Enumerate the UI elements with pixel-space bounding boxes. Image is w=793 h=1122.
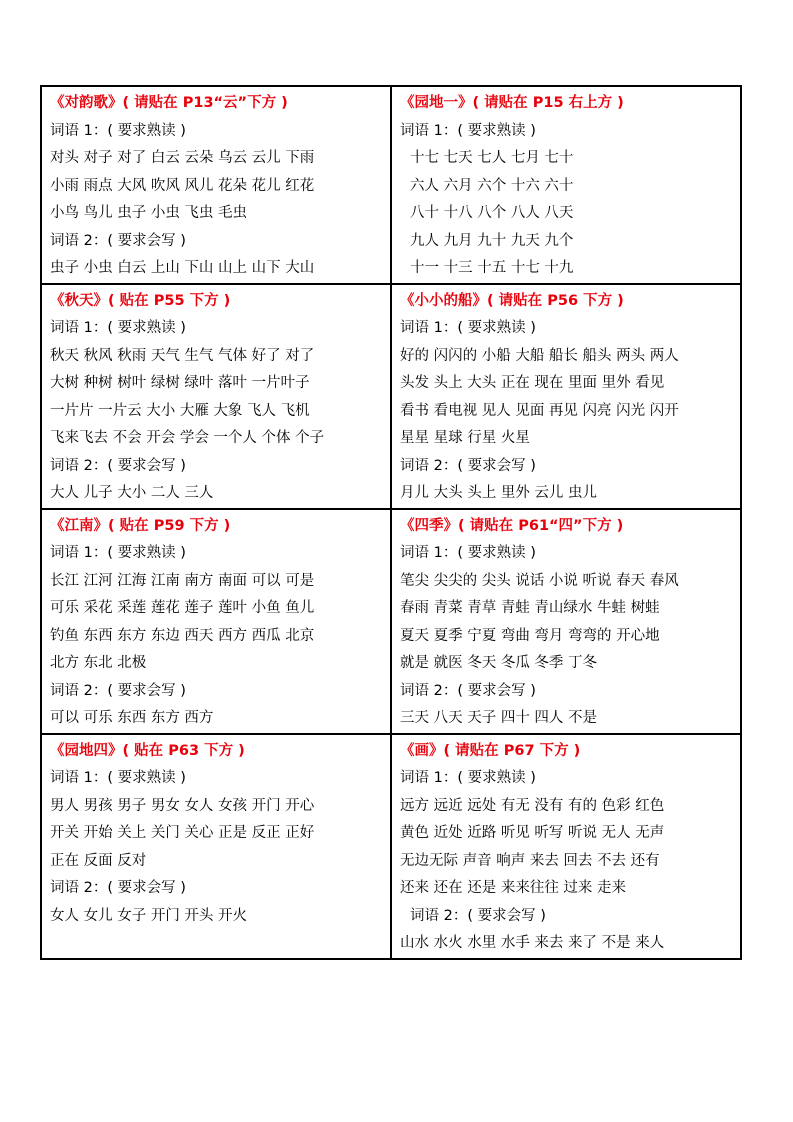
lesson-title: 《小小的船》( 请贴在 P56 下方 ) xyxy=(400,292,624,309)
write-label: 词语 2：( 要求会写 ) xyxy=(50,682,186,699)
word-line: 大树 种树 树叶 绿树 绿叶 落叶 一片叶子 xyxy=(50,375,310,391)
word-line: 就是 就医 冬天 冬瓜 冬季 丁冬 xyxy=(400,655,598,671)
word-line: 笔尖 尖尖的 尖头 说话 小说 听说 春天 春风 xyxy=(400,572,679,589)
word-line: 女人 女儿 女子 开门 开头 开火 xyxy=(50,907,248,924)
word-line: 小鸟 鸟儿 虫子 小虫 飞虫 毛虫 xyxy=(50,205,248,221)
write-label: 词语 2：( 要求会写 ) xyxy=(400,457,536,474)
lesson-cell-qiutian xyxy=(41,284,391,509)
word-line: 头发 头上 大头 正在 现在 里面 里外 看见 xyxy=(400,375,665,391)
lesson-title: 《画》( 请贴在 P67 下方 ) xyxy=(400,742,581,759)
word-line: 可乐 采花 采莲 莲花 莲子 莲叶 小鱼 鱼儿 xyxy=(50,600,315,616)
lesson-title: 《秋天》( 贴在 P55 下方 ) xyxy=(50,292,231,309)
word-line: 山水 水火 水里 水手 来去 来了 不是 来人 xyxy=(400,935,665,951)
word-line: 飞来飞去 不会 开会 学会 一个人 个体 个子 xyxy=(50,430,325,446)
write-label: 词语 2：( 要求会写 ) xyxy=(50,880,186,896)
word-line: 好的 闪闪的 小船 大船 船长 船头 两头 两人 xyxy=(400,347,679,364)
word-line: 还来 还在 还是 来来往往 过来 走来 xyxy=(400,880,627,896)
read-label: 词语 1：( 要求熟读 ) xyxy=(50,320,186,336)
lesson-cell-siji xyxy=(391,509,741,734)
read-label: 词语 1：( 要求熟读 ) xyxy=(50,770,186,786)
word-line: 夏天 夏季 宁夏 弯曲 弯月 弯弯的 开心地 xyxy=(400,627,660,644)
lesson-cell-yuandi-1 xyxy=(391,86,741,284)
word-line: 秋天 秋风 秋雨 天气 生气 气体 好了 对了 xyxy=(50,347,315,364)
word-line: 星星 星球 行星 火星 xyxy=(400,430,530,446)
word-line: 三天 八天 天子 四十 四人 不是 xyxy=(400,710,598,726)
lesson-cell-xiaoxiaodechuan xyxy=(391,284,741,509)
word-line: 十一 十三 十五 十七 十九 xyxy=(410,260,574,276)
table-row xyxy=(41,86,741,284)
lesson-title: 《对韵歌》( 请贴在 P13“云”下方 ) xyxy=(50,95,288,111)
word-line: 北方 东北 北极 xyxy=(50,655,147,671)
lesson-title: 《园地四》( 贴在 P63 下方 ) xyxy=(50,742,245,759)
read-label: 词语 1：( 要求熟读 ) xyxy=(400,545,536,561)
read-label: 词语 1：( 要求熟读 ) xyxy=(400,320,536,336)
word-line: 男人 男孩 男子 男女 女人 女孩 开门 开心 xyxy=(50,797,315,814)
lesson-cell-jiangnan xyxy=(41,509,391,734)
word-line: 正在 反面 反对 xyxy=(50,852,147,869)
word-line: 虫子 小虫 白云 上山 下山 山上 山下 大山 xyxy=(50,260,315,276)
word-line: 无边无际 声音 响声 来去 回去 不去 还有 xyxy=(400,852,660,869)
table-row xyxy=(41,734,741,959)
read-label: 词语 1：( 要求熟读 ) xyxy=(50,545,186,561)
word-line: 八十 十八 八个 八人 八天 xyxy=(410,205,574,221)
word-line: 小雨 雨点 大风 吹风 风儿 花朵 花儿 红花 xyxy=(50,177,315,194)
read-label: 词语 1：( 要求熟读 ) xyxy=(400,770,536,786)
word-line: 长江 江河 江海 江南 南方 南面 可以 可是 xyxy=(50,572,315,589)
word-line: 九人 九月 九十 九天 九个 xyxy=(410,232,574,249)
word-line: 看书 看电视 见人 见面 再见 闪亮 闪光 闪开 xyxy=(400,402,679,419)
word-line: 钓鱼 东西 东方 东边 西天 西方 西瓜 北京 xyxy=(50,627,315,644)
word-line: 开关 开始 关上 关门 关心 正是 反正 正好 xyxy=(50,825,315,841)
read-label: 词语 1：( 要求熟读 ) xyxy=(400,122,536,139)
word-line: 远方 远近 远处 有无 没有 有的 色彩 红色 xyxy=(400,797,665,814)
word-line: 黄色 近处 近路 听见 听写 听说 无人 无声 xyxy=(400,825,665,841)
word-line: 月儿 大头 头上 里外 云儿 虫儿 xyxy=(400,485,598,501)
word-line: 对头 对子 对了 白云 云朵 乌云 云儿 下雨 xyxy=(50,150,315,166)
write-label: 词语 2：( 要求会写 ) xyxy=(400,682,536,699)
read-label: 词语 1：( 要求熟读 ) xyxy=(50,122,186,139)
write-label: 词语 2：( 要求会写 ) xyxy=(50,232,186,249)
lesson-title: 《江南》( 贴在 P59 下方 ) xyxy=(50,517,231,534)
table-row xyxy=(41,509,741,734)
word-line: 可以 可乐 东西 东方 西方 xyxy=(50,710,214,726)
lesson-title: 《四季》( 请贴在 P61“四”下方 ) xyxy=(400,517,624,534)
word-line: 一片片 一片云 大小 大雁 大象 飞人 飞机 xyxy=(50,402,310,419)
table-row xyxy=(41,284,741,509)
word-line: 大人 儿子 大小 二人 三人 xyxy=(50,485,214,501)
lesson-cell-duiyunge xyxy=(41,86,391,284)
write-label: 词语 2：( 要求会写 ) xyxy=(410,907,546,924)
lesson-cell-yuandi-4 xyxy=(41,734,391,959)
write-label: 词语 2：( 要求会写 ) xyxy=(50,457,186,474)
word-line: 十七 七天 七人 七月 七十 xyxy=(410,150,574,166)
word-line: 春雨 青菜 青草 青蛙 青山绿水 牛蛙 树蛙 xyxy=(400,600,660,616)
word-list-table xyxy=(40,85,742,960)
word-line: 六人 六月 六个 十六 六十 xyxy=(410,177,574,194)
lesson-cell-hua xyxy=(391,734,741,959)
lesson-title: 《园地一》( 请贴在 P15 右上方 ) xyxy=(400,95,624,111)
